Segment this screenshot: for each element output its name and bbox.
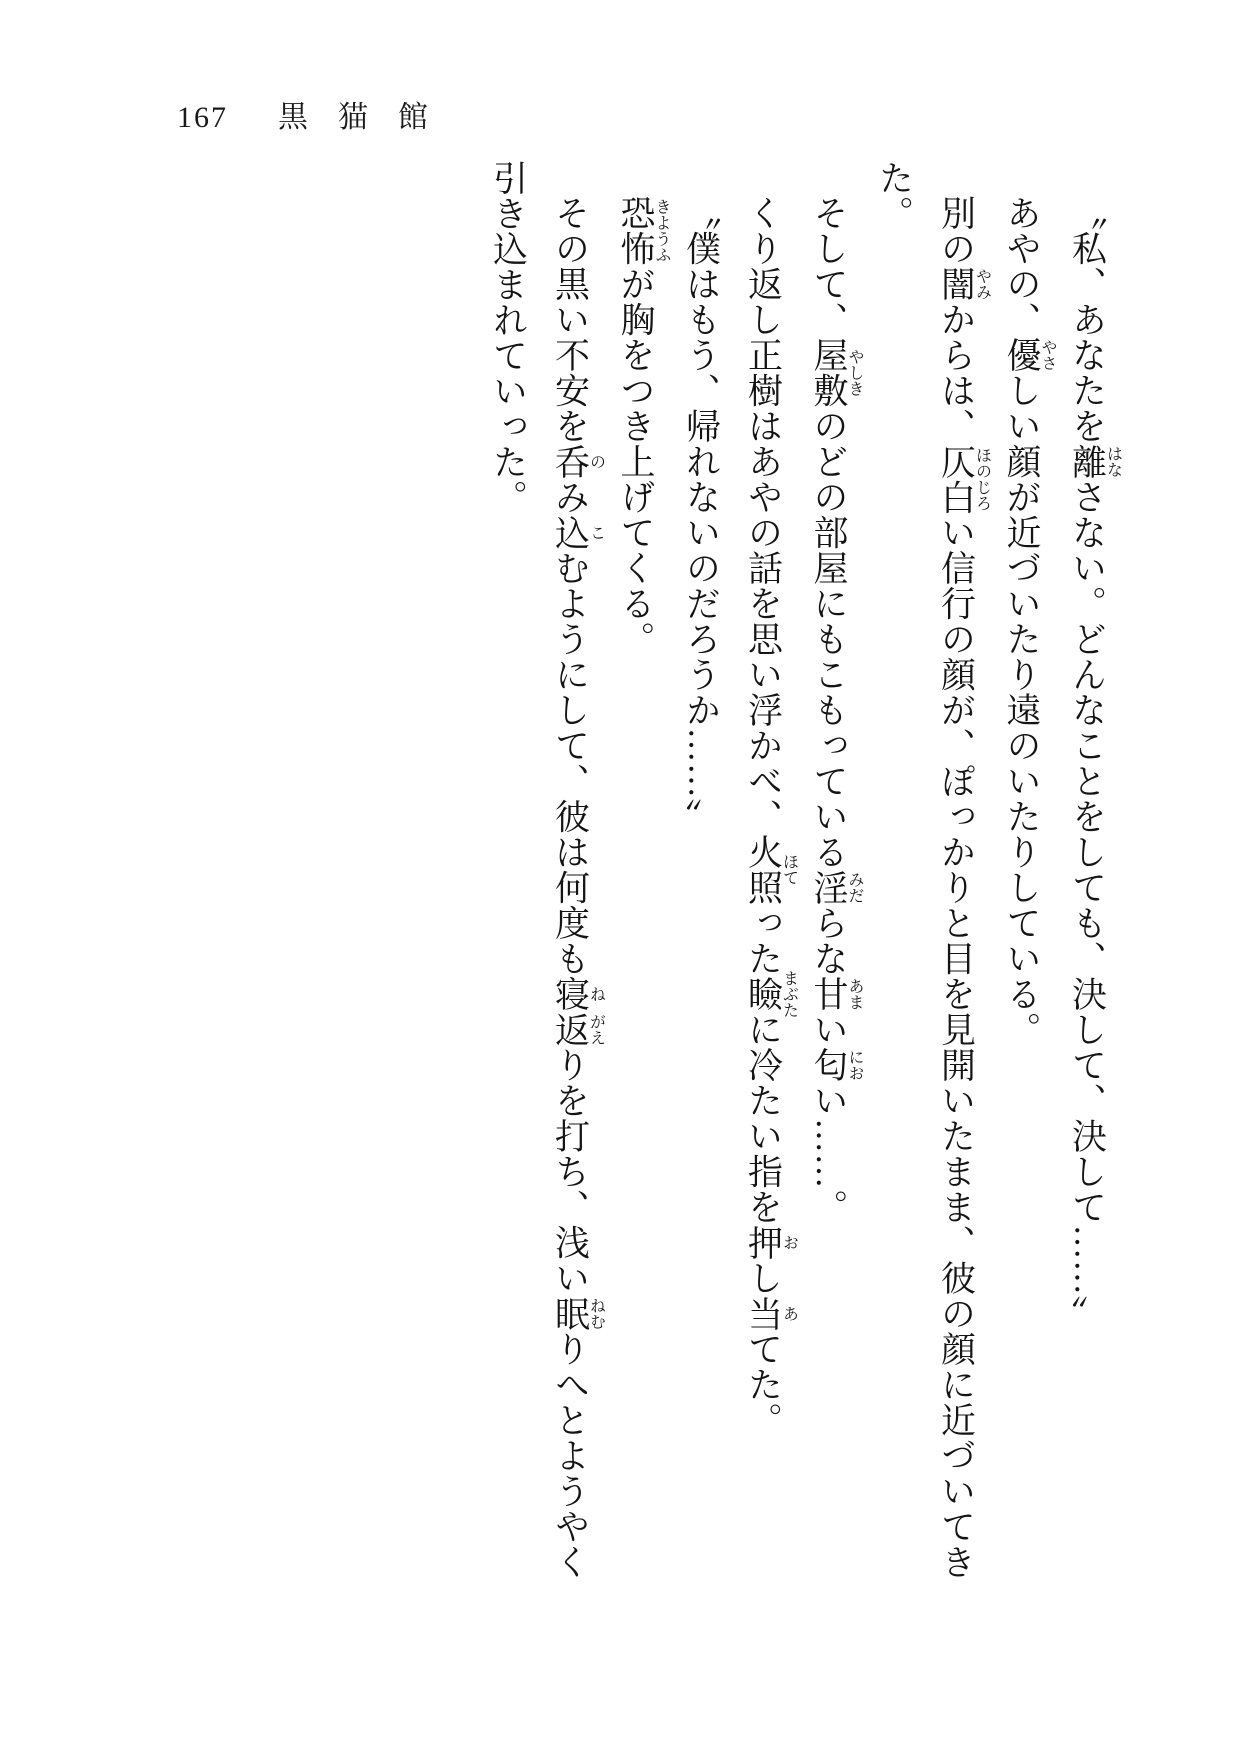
furigana: やさ — [1039, 337, 1056, 373]
furigana: やしき — [846, 337, 863, 408]
ruby-annotated-text: 仄白ほのじろ — [936, 443, 991, 515]
furigana: こ — [587, 514, 605, 550]
ruby-annotated-text: 恐怖きようふ — [616, 195, 670, 266]
paragraph-6: 〝僕はもう、帰れないのだろうか……〟 — [681, 195, 721, 834]
furigana: きようふ — [653, 195, 670, 266]
furigana: みだ — [846, 869, 863, 905]
body-text — [488, 160, 1122, 1582]
ruby-annotated-text: 甘あま — [809, 976, 863, 1012]
ruby-annotated-text: 淫みだ — [809, 869, 863, 905]
ruby-annotated-text: 寝ね — [550, 976, 605, 1012]
paragraph-8: その黒い不安を呑のみ込こむようにして、彼は何度も寝ね返がえりを打ち、浅い眠ねむりへとようやく引き込まれていった。 — [488, 160, 605, 1580]
paragraph-1: 〝私、あなたを離はなさない。どんなことをしても、決して、決して……〟 — [1067, 195, 1122, 1331]
furigana: はな — [1104, 443, 1122, 479]
furigana: にお — [846, 1047, 863, 1083]
ruby-annotated-text: 呑の — [550, 443, 605, 479]
furigana: あ — [780, 1295, 798, 1331]
furigana: やみ — [973, 266, 991, 302]
page-number: 167 — [177, 101, 228, 134]
furigana: ほのじろ — [973, 443, 991, 515]
furigana: がえ — [587, 1011, 605, 1047]
ruby-annotated-text: 屋敷やしき — [809, 337, 863, 408]
paragraph-7: 恐怖きようふが胸をつき上げてくる。 — [616, 195, 670, 657]
paragraph-2: あやの、優やさしい顔が近づいたり遠のいたりしている。 — [1002, 195, 1056, 1047]
ruby-annotated-text: 押お — [743, 1224, 798, 1260]
ruby-annotated-text: 匂にお — [809, 1047, 863, 1083]
ruby-annotated-text: 闇やみ — [936, 266, 991, 302]
ruby-annotated-text: 優やさ — [1002, 337, 1056, 373]
running-head — [177, 92, 458, 136]
ruby-annotated-text: 火照ほて — [743, 834, 798, 905]
furigana: ねむ — [587, 1295, 605, 1331]
ruby-annotated-text: 込こ — [550, 514, 605, 550]
ruby-annotated-text: 眠ねむ — [550, 1295, 605, 1331]
ruby-annotated-text: 当あ — [743, 1295, 798, 1331]
furigana: ほて — [780, 834, 798, 905]
furigana: まぶた — [780, 969, 798, 1018]
furigana: お — [780, 1224, 798, 1260]
ruby-annotated-text: 瞼まぶた — [743, 969, 798, 1018]
paragraph-4: そして、屋敷やしきのどの部屋にもこもっている淫みだらな甘あまい匂におい……。 — [809, 195, 863, 1225]
paragraph-5: くり返し正樹はあやの話を思い浮かべ、火照ほてった瞼まぶたに冷たい指を押おし当あてた。 — [743, 195, 798, 1438]
running-title: 黒猫館 — [278, 101, 458, 134]
paragraph-3: 別の闇やみからは、仄白ほのじろい信行の顔が、ぽっかりと目を見開いたまま、彼の顔に近づいてきた。 — [874, 160, 991, 1580]
ruby-annotated-text: 離はな — [1067, 443, 1122, 479]
furigana: の — [587, 443, 605, 479]
furigana: ね — [587, 976, 605, 1012]
furigana: あま — [846, 976, 863, 1012]
ruby-annotated-text: 返がえ — [550, 1011, 605, 1047]
